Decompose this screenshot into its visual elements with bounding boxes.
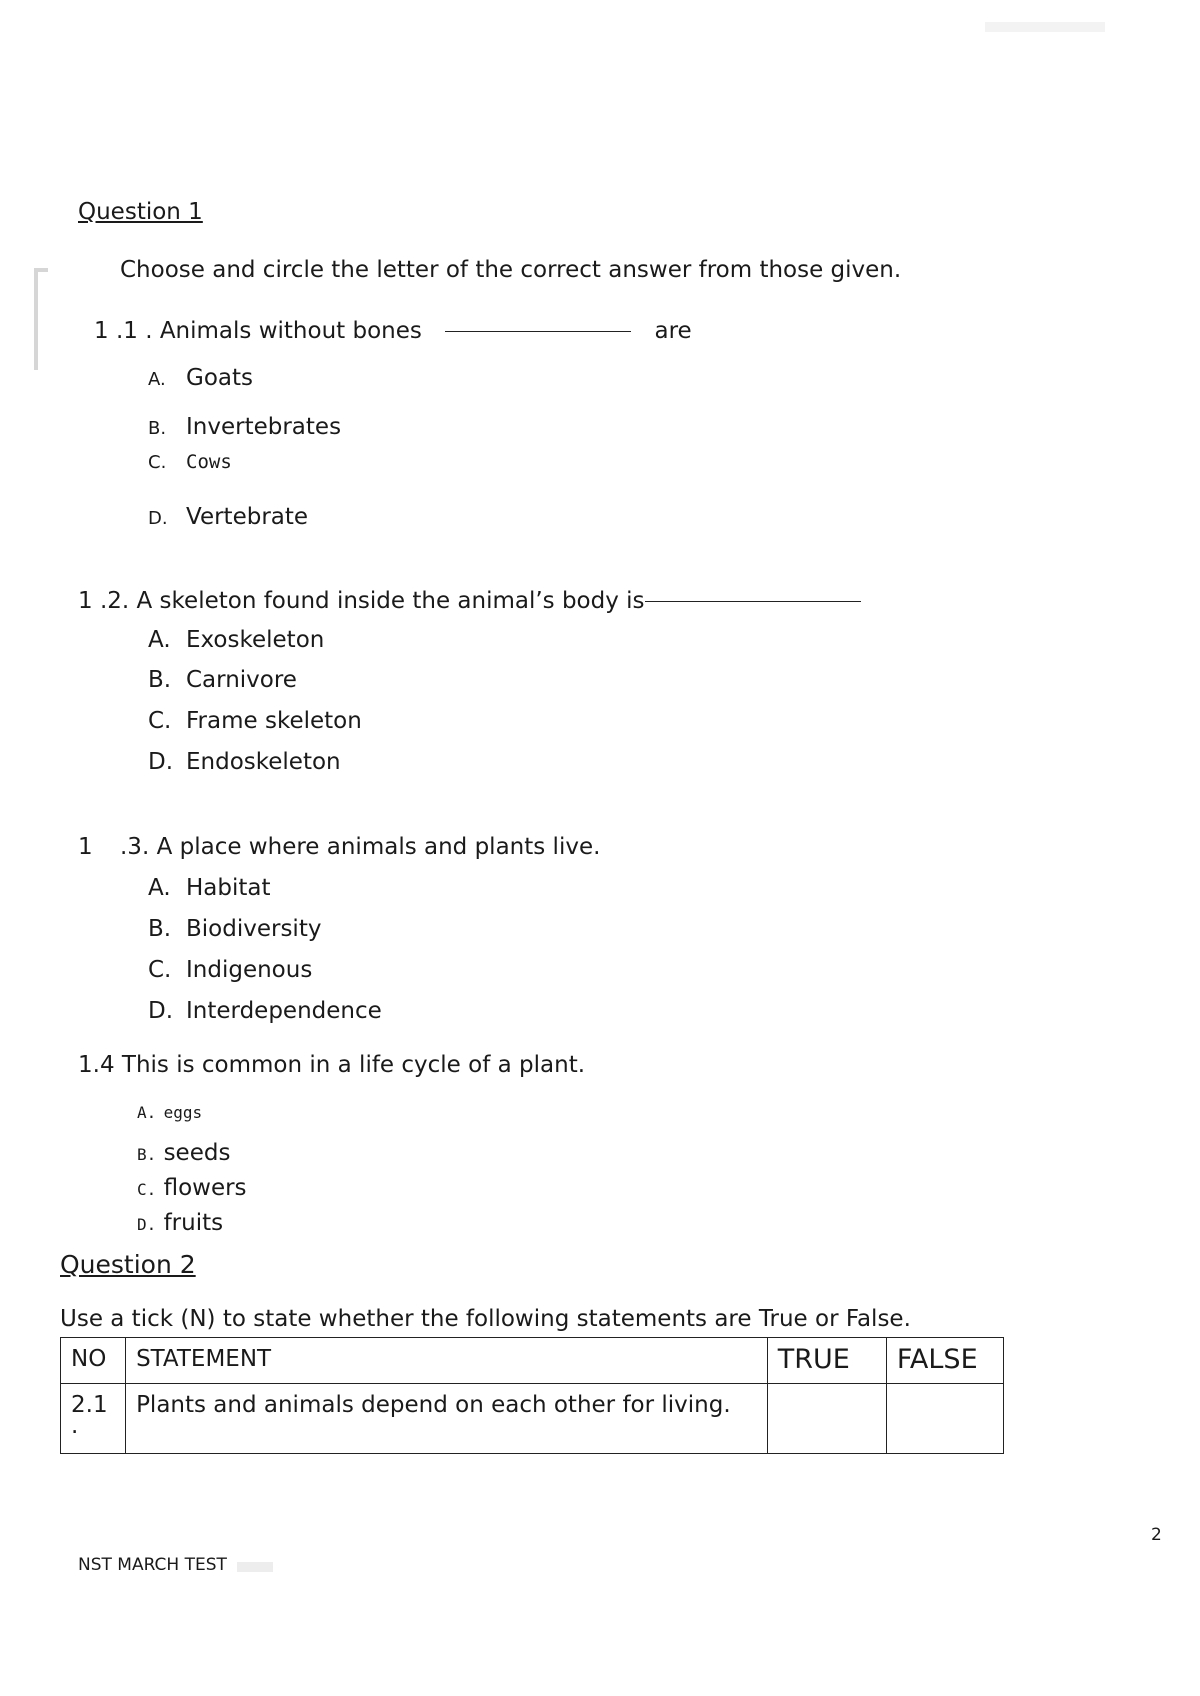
option-text: Invertebrates (186, 414, 342, 440)
option-text: Biodiversity (186, 916, 322, 942)
row-number-value: 2.1 (71, 1392, 108, 1418)
header-true: TRUE (767, 1338, 886, 1384)
row-false-cell[interactable] (886, 1384, 1003, 1454)
table-header-row (61, 1338, 1004, 1384)
option-letter: D. (148, 508, 168, 529)
option-1-4-c[interactable] (137, 1175, 247, 1201)
option-text: Carnivore (186, 667, 297, 693)
option-1-2-c[interactable] (148, 708, 362, 734)
option-1-4-a[interactable] (137, 1098, 202, 1124)
option-letter: C. (148, 957, 172, 983)
option-text: Frame skeleton (186, 708, 362, 734)
question-1-instruction: Choose and circle the letter of the correct answer from those given. (120, 257, 902, 283)
option-letter: A. (148, 627, 171, 653)
option-letter: C. (148, 708, 172, 734)
option-letter: B. (148, 418, 167, 439)
row-number (61, 1384, 126, 1454)
option-text: Indigenous (186, 957, 313, 983)
stem-text: 1 .2. A skeleton found inside the animal’s body is (78, 588, 645, 614)
row-true-cell[interactable] (767, 1384, 886, 1454)
option-text: flowers (163, 1175, 247, 1201)
option-letter: A. (148, 875, 171, 901)
option-1-4-b[interactable] (137, 1140, 230, 1166)
question-1-2-stem (78, 588, 861, 614)
option-letter: C. (148, 452, 167, 473)
option-text: Cows (186, 451, 232, 473)
footer-label: NST MARCH TEST (78, 1555, 227, 1575)
option-text: Exoskeleton (186, 627, 325, 653)
option-text: Habitat (186, 875, 271, 901)
question-1-1-stem (94, 318, 692, 344)
faint-header-mark (985, 22, 1105, 32)
page-number: 2 (1151, 1525, 1162, 1545)
answer-blank (445, 331, 631, 332)
margin-scan-mark (34, 268, 38, 370)
option-1-2-d[interactable] (148, 749, 341, 775)
option-letter: D. (148, 998, 174, 1024)
option-letter: A. (148, 369, 166, 390)
option-letter: B. (137, 1145, 157, 1164)
option-1-1-c[interactable] (148, 448, 232, 474)
header-statement: STATEMENT (126, 1338, 768, 1384)
table-row (61, 1384, 1004, 1454)
true-false-table (60, 1337, 1004, 1454)
option-text: fruits (163, 1210, 224, 1236)
option-1-3-d[interactable] (148, 998, 382, 1024)
option-1-1-b[interactable] (148, 414, 341, 440)
stem-text: 1 .1 . Animals without bones (94, 318, 422, 344)
option-text: Vertebrate (186, 504, 309, 530)
option-text: eggs (163, 1103, 203, 1122)
answer-blank (645, 601, 861, 602)
option-letter: A. (137, 1103, 157, 1122)
option-1-3-c[interactable] (148, 957, 312, 983)
option-1-1-d[interactable] (148, 504, 308, 530)
option-text: Endoskeleton (186, 749, 341, 775)
question-1-3-stem: .3. A place where animals and plants live. (120, 834, 601, 860)
option-letter: B. (148, 916, 172, 942)
option-1-4-d[interactable] (137, 1210, 223, 1236)
option-1-2-b[interactable] (148, 667, 297, 693)
header-false: FALSE (886, 1338, 1003, 1384)
option-text: Interdependence (186, 998, 382, 1024)
footer-scribble (237, 1562, 273, 1572)
row-statement: Plants and animals depend on each other for living. (126, 1384, 768, 1454)
option-1-2-a[interactable] (148, 627, 324, 653)
option-1-3-b[interactable] (148, 916, 321, 942)
option-letter: D. (148, 749, 174, 775)
option-1-3-a[interactable] (148, 875, 271, 901)
question-1-4-stem: 1.4 This is common in a life cycle of a plant. (78, 1052, 586, 1078)
question-2-instruction: Use a tick (N) to state whether the following statements are True or False. (60, 1306, 911, 1332)
option-letter: D. (137, 1215, 157, 1234)
row-number-suffix: . (71, 1413, 79, 1439)
header-no: NO (61, 1338, 126, 1384)
margin-scan-mark-top (34, 268, 48, 272)
option-letter: B. (148, 667, 172, 693)
option-1-1-a[interactable] (148, 365, 253, 391)
question-1-3-number: 1 (78, 834, 93, 860)
question-1-title: Question 1 (78, 199, 203, 225)
question-2-title: Question 2 (60, 1250, 196, 1279)
option-text: seeds (163, 1140, 231, 1166)
option-text: Goats (186, 365, 253, 391)
stem-suffix: are (654, 318, 692, 344)
option-letter: C. (137, 1180, 157, 1199)
